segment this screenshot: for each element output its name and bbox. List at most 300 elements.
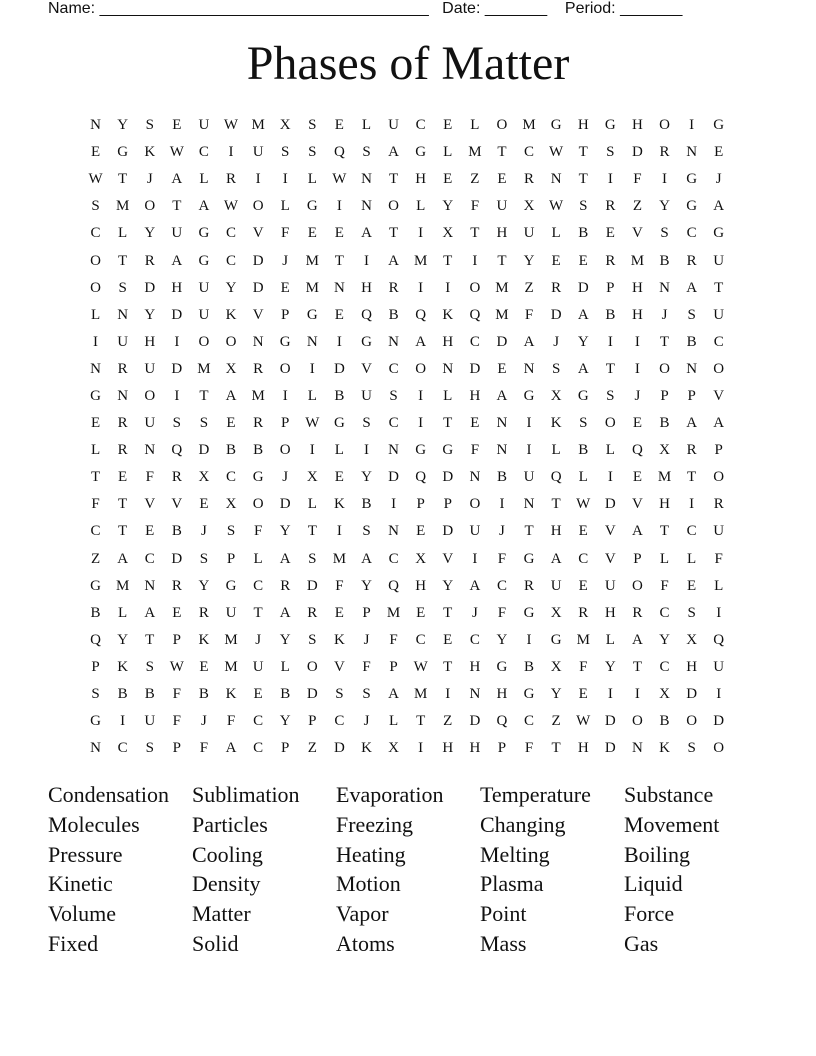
grid-letter: O	[659, 117, 670, 134]
grid-letter: D	[577, 279, 589, 296]
grid-letter: T	[524, 523, 534, 540]
grid-letter: Y	[550, 686, 562, 703]
grid-letter: V	[171, 496, 183, 513]
grid-letter: I	[228, 144, 234, 161]
grid-letter: R	[388, 279, 399, 296]
grid-letter: R	[605, 252, 616, 269]
grid-letter: V	[632, 225, 643, 242]
grid-letter: B	[686, 333, 697, 350]
grid-letter: Y	[279, 631, 291, 648]
grid-letter: E	[578, 523, 588, 540]
grid-letter: X	[388, 740, 399, 757]
grid-letter: U	[713, 658, 725, 675]
grid-letter: B	[524, 658, 535, 675]
grid-letter: H	[361, 279, 372, 296]
grid-letter: C	[90, 523, 101, 540]
grid-letter: U	[713, 523, 725, 540]
grid-letter: R	[307, 604, 318, 621]
grid-letter: G	[198, 225, 210, 242]
grid-letter: N	[469, 686, 481, 703]
grid-letter: N	[496, 415, 508, 432]
grid-letter: L	[334, 442, 344, 459]
grid-letter: B	[578, 225, 589, 242]
grid-letter: O	[388, 198, 399, 215]
grid-letter: B	[334, 387, 345, 404]
grid-letter: K	[144, 144, 156, 161]
grid-letter: O	[90, 279, 101, 296]
word-bank-item: Kinetic	[48, 871, 113, 897]
grid-letter: C	[388, 360, 399, 377]
grid-letter: E	[551, 252, 561, 269]
grid-letter: J	[201, 523, 207, 540]
grid-letter: V	[713, 387, 725, 404]
grid-letter: O	[659, 360, 670, 377]
grid-letter: E	[118, 469, 128, 486]
grid-letter: O	[604, 415, 616, 432]
word-bank-item: Particles	[192, 811, 268, 837]
grid-letter: G	[117, 144, 129, 161]
grid-letter: T	[334, 252, 344, 269]
grid-letter: V	[604, 523, 616, 540]
grid-letter: C	[253, 713, 264, 730]
grid-letter: Q	[415, 306, 427, 323]
grid-letter: H	[577, 740, 589, 757]
grid-letter: R	[524, 171, 535, 188]
grid-letter: G	[198, 252, 210, 269]
grid-letter: O	[632, 577, 643, 594]
grid-letter: G	[523, 387, 535, 404]
grid-letter: D	[469, 360, 481, 377]
grid-letter: K	[550, 415, 562, 432]
grid-letter: G	[713, 117, 725, 134]
grid-letter: I	[363, 442, 369, 459]
grid-letter: O	[279, 442, 291, 459]
grid-letter: N	[144, 442, 156, 459]
grid-letter: Y	[225, 279, 237, 296]
grid-letter: T	[578, 144, 588, 161]
grid-letter: L	[280, 658, 290, 675]
grid-letter: E	[443, 117, 453, 134]
grid-letter: O	[686, 713, 698, 730]
grid-letter: U	[252, 144, 264, 161]
grid-letter: A	[469, 577, 481, 594]
grid-letter: J	[255, 631, 262, 648]
grid-letter: K	[225, 686, 237, 703]
grid-letter: W	[413, 658, 428, 675]
grid-letter: O	[496, 117, 508, 134]
grid-letter: O	[632, 713, 643, 730]
grid-letter: R	[226, 171, 237, 188]
grid-letter: C	[469, 631, 480, 648]
grid-letter: T	[118, 171, 128, 188]
grid-letter: P	[172, 740, 181, 757]
grid-letter: S	[579, 198, 588, 215]
grid-letter: I	[445, 279, 451, 296]
grid-letter: C	[226, 469, 237, 486]
grid-letter: B	[171, 523, 182, 540]
grid-letter: Q	[469, 306, 481, 323]
grid-letter: B	[605, 306, 616, 323]
grid-letter: Y	[496, 631, 508, 648]
grid-letter: G	[306, 198, 318, 215]
grid-letter: F	[497, 550, 507, 567]
grid-letter: L	[443, 387, 453, 404]
grid-letter: D	[171, 550, 183, 567]
grid-letter: N	[523, 360, 535, 377]
grid-letter: M	[224, 631, 238, 648]
grid-letter: T	[605, 360, 615, 377]
grid-letter: P	[281, 306, 290, 323]
grid-letter: A	[496, 387, 508, 404]
grid-letter: Q	[333, 144, 345, 161]
grid-letter: E	[280, 279, 290, 296]
grid-letter: K	[333, 631, 345, 648]
grid-letter: I	[309, 442, 315, 459]
grid-letter: S	[551, 360, 561, 377]
grid-letter: J	[715, 171, 722, 188]
grid-letter: X	[225, 496, 237, 513]
grid-letter: B	[388, 306, 399, 323]
grid-letter: K	[442, 306, 454, 323]
grid-letter: Q	[171, 442, 183, 459]
grid-letter: N	[306, 333, 318, 350]
grid-letter: E	[578, 577, 588, 594]
word-bank-item: Freezing	[336, 811, 413, 837]
grid-letter: F	[470, 442, 480, 459]
grid-letter: S	[362, 144, 371, 161]
grid-letter: R	[578, 604, 589, 621]
letter-grid	[82, 112, 732, 762]
grid-letter: I	[716, 604, 722, 621]
grid-letter: O	[469, 279, 481, 296]
grid-letter: R	[280, 577, 291, 594]
grid-letter: N	[442, 360, 454, 377]
grid-letter: U	[171, 225, 183, 242]
grid-letter: N	[659, 279, 670, 296]
grid-letter: Y	[523, 252, 535, 269]
grid-letter: E	[145, 523, 155, 540]
grid-letter: A	[279, 604, 291, 621]
grid-letter: S	[308, 631, 317, 648]
grid-letter: O	[713, 740, 725, 757]
grid-letter: P	[660, 387, 669, 404]
grid-letter: I	[472, 252, 478, 269]
grid-letter: J	[634, 387, 641, 404]
grid-letter: X	[306, 469, 318, 486]
grid-letter: I	[309, 360, 315, 377]
grid-letter: X	[659, 686, 670, 703]
grid-letter: V	[361, 360, 372, 377]
grid-letter: Y	[577, 333, 589, 350]
grid-letter: Y	[144, 225, 156, 242]
grid-letter: X	[523, 198, 535, 215]
grid-letter: M	[251, 387, 265, 404]
grid-letter: U	[469, 523, 481, 540]
grid-letter: I	[391, 496, 397, 513]
word-bank-item: Fixed	[48, 930, 99, 956]
grid-letter: W	[223, 198, 239, 215]
grid-letter: H	[632, 279, 643, 296]
grid-letter: P	[226, 550, 236, 567]
grid-letter: C	[253, 577, 264, 594]
word-bank-item: Molecules	[48, 811, 140, 837]
grid-letter: N	[361, 171, 372, 188]
grid-letter: A	[713, 415, 725, 432]
grid-letter: T	[388, 171, 399, 188]
grid-letter: E	[90, 144, 101, 161]
grid-letter: R	[686, 442, 697, 459]
grid-letter: I	[689, 117, 695, 134]
grid-letter: A	[415, 333, 427, 350]
grid-letter: H	[686, 658, 698, 675]
grid-letter: O	[144, 198, 156, 215]
grid-letter: N	[388, 523, 399, 540]
grid-letter: F	[226, 713, 236, 730]
grid-letter: E	[334, 117, 344, 134]
grid-letter: X	[686, 631, 698, 648]
grid-letter: N	[333, 279, 345, 296]
grid-letter: D	[632, 144, 643, 161]
grid-letter: E	[443, 171, 453, 188]
grid-letter: G	[713, 225, 725, 242]
grid-letter: A	[632, 523, 643, 540]
grid-letter: A	[361, 550, 372, 567]
grid-letter: G	[496, 658, 508, 675]
word-bank-item: Movement	[624, 811, 720, 837]
grid-letter: Q	[361, 306, 372, 323]
grid-letter: N	[388, 442, 399, 459]
grid-letter: L	[551, 225, 561, 242]
grid-letter: R	[253, 360, 264, 377]
grid-letter: O	[469, 496, 481, 513]
grid-letter: W	[576, 496, 591, 513]
word-bank-item: Plasma	[480, 871, 544, 897]
grid-letter: H	[469, 658, 481, 675]
grid-letter: P	[687, 387, 696, 404]
grid-letter: E	[172, 117, 182, 134]
word-bank-item: Motion	[336, 871, 401, 897]
grid-letter: W	[332, 171, 347, 188]
word-bank-item: Temperature	[480, 782, 591, 807]
grid-letter: C	[415, 631, 426, 648]
grid-letter: I	[472, 550, 478, 567]
grid-letter: G	[577, 387, 589, 404]
grid-letter: H	[442, 333, 454, 350]
grid-letter: E	[90, 415, 101, 432]
grid-letter: U	[198, 306, 210, 323]
grid-letter: N	[117, 387, 129, 404]
grid-letter: I	[499, 496, 505, 513]
grid-letter: T	[551, 740, 561, 757]
grid-letter: I	[634, 333, 640, 350]
grid-letter: A	[577, 360, 589, 377]
grid-letter: Y	[361, 577, 372, 594]
grid-letter: E	[334, 306, 344, 323]
grid-letter: M	[305, 279, 319, 296]
grid-letter: P	[714, 442, 723, 459]
grid-letter: U	[144, 415, 156, 432]
grid-letter: M	[414, 252, 428, 269]
grid-letter: C	[686, 225, 697, 242]
grid-letter: I	[526, 415, 532, 432]
grid-letter: P	[172, 631, 181, 648]
grid-letter: C	[469, 333, 480, 350]
grid-letter: T	[497, 252, 507, 269]
grid-letter: P	[497, 740, 507, 757]
grid-letter: A	[523, 333, 535, 350]
grid-letter: C	[659, 604, 670, 621]
grid-letter: H	[171, 279, 183, 296]
grid-letter: I	[662, 171, 668, 188]
grid-letter: V	[604, 550, 616, 567]
grid-letter: V	[442, 550, 454, 567]
grid-letter: J	[499, 523, 505, 540]
header-fields	[48, 0, 748, 20]
grid-letter: I	[282, 387, 288, 404]
grid-letter: H	[496, 225, 508, 242]
grid-letter: F	[389, 631, 398, 648]
grid-letter: I	[607, 686, 613, 703]
grid-letter: N	[686, 144, 698, 161]
grid-letter: M	[305, 252, 319, 269]
grid-letter: Q	[90, 631, 101, 648]
grid-letter: G	[415, 144, 427, 161]
grid-letter: S	[199, 415, 209, 432]
grid-letter: Z	[307, 740, 317, 757]
grid-letter: K	[361, 740, 372, 757]
grid-letter: F	[470, 198, 480, 215]
grid-letter: F	[633, 171, 642, 188]
grid-letter: E	[334, 225, 344, 242]
grid-letter: N	[632, 740, 643, 757]
grid-letter: B	[144, 686, 155, 703]
grid-letter: P	[308, 713, 317, 730]
grid-letter: G	[90, 577, 101, 594]
grid-letter: U	[198, 117, 210, 134]
grid-letter: J	[553, 333, 560, 350]
grid-letter: T	[470, 225, 480, 242]
grid-letter: T	[659, 333, 670, 350]
grid-letter: A	[713, 198, 725, 215]
grid-letter: G	[550, 117, 562, 134]
grid-letter: L	[659, 550, 670, 567]
word-bank	[48, 780, 768, 959]
grid-letter: M	[522, 117, 536, 134]
grid-letter: F	[362, 658, 371, 675]
grid-letter: S	[308, 117, 317, 134]
grid-letter: G	[686, 198, 698, 215]
grid-letter: L	[687, 550, 697, 567]
grid-letter: Z	[443, 713, 453, 730]
word-bank-item: Condensation	[48, 782, 169, 807]
grid-letter: S	[606, 144, 615, 161]
grid-letter: D	[171, 360, 183, 377]
grid-letter: I	[93, 333, 99, 350]
grid-letter: T	[443, 604, 453, 621]
grid-letter: E	[416, 523, 426, 540]
grid-letter: C	[388, 415, 399, 432]
grid-letter: G	[686, 171, 698, 188]
grid-letter: S	[91, 198, 100, 215]
grid-letter: T	[118, 252, 128, 269]
grid-letter: I	[634, 360, 640, 377]
grid-letter: S	[362, 415, 371, 432]
grid-letter: I	[174, 387, 180, 404]
grid-letter: L	[470, 117, 480, 134]
grid-letter: F	[145, 469, 154, 486]
grid-letter: E	[687, 577, 697, 594]
grid-letter: I	[716, 686, 722, 703]
grid-letter: L	[90, 442, 101, 459]
grid-letter: D	[306, 577, 318, 594]
grid-letter: L	[605, 631, 615, 648]
grid-letter: E	[172, 604, 182, 621]
grid-letter: P	[633, 550, 642, 567]
grid-letter: O	[252, 198, 264, 215]
grid-letter: N	[361, 198, 372, 215]
grid-letter: W	[576, 713, 591, 730]
grid-letter: G	[361, 333, 372, 350]
grid-letter: F	[199, 740, 209, 757]
grid-letter: O	[198, 333, 210, 350]
grid-letter: G	[604, 117, 616, 134]
grid-letter: P	[362, 604, 371, 621]
grid-letter: C	[388, 550, 399, 567]
grid-letter: X	[659, 442, 670, 459]
grid-letter: B	[198, 686, 209, 703]
grid-letter: O	[225, 333, 237, 350]
grid-letter: S	[226, 523, 236, 540]
period-field-label: Period: _______	[564, 0, 683, 17]
grid-letter: T	[714, 279, 724, 296]
grid-letter: J	[661, 306, 668, 323]
grid-letter: P	[281, 415, 290, 432]
page-title: Phases of Matter	[246, 37, 570, 90]
grid-letter: E	[226, 415, 236, 432]
word-bank-item: Substance	[624, 782, 714, 807]
grid-letter: R	[117, 415, 128, 432]
word-bank-item: Cooling	[192, 841, 263, 867]
grid-letter: A	[388, 144, 399, 161]
grid-letter: T	[118, 523, 128, 540]
grid-letter: L	[307, 387, 317, 404]
grid-letter: T	[199, 387, 209, 404]
grid-letter: X	[550, 658, 562, 675]
grid-letter: N	[550, 171, 562, 188]
grid-letter: D	[333, 740, 345, 757]
grid-letter: U	[523, 469, 535, 486]
grid-letter: R	[117, 360, 128, 377]
grid-letter: L	[443, 144, 453, 161]
grid-letter: A	[171, 252, 183, 269]
grid-letter: M	[386, 604, 401, 621]
grid-letter: C	[90, 225, 101, 242]
grid-letter: O	[252, 496, 264, 513]
grid-letter: U	[388, 117, 399, 134]
grid-letter: P	[606, 279, 615, 296]
grid-letter: L	[551, 442, 561, 459]
grid-letter: N	[523, 496, 535, 513]
grid-letter: T	[497, 144, 507, 161]
grid-letter: D	[442, 523, 454, 540]
grid-letter: L	[307, 496, 317, 513]
grid-letter: D	[306, 686, 318, 703]
grid-letter: N	[388, 333, 399, 350]
grid-letter: Y	[659, 631, 670, 648]
grid-letter: R	[605, 198, 616, 215]
word-bank-item: Force	[624, 901, 675, 927]
word-bank-item: Volume	[48, 901, 117, 927]
